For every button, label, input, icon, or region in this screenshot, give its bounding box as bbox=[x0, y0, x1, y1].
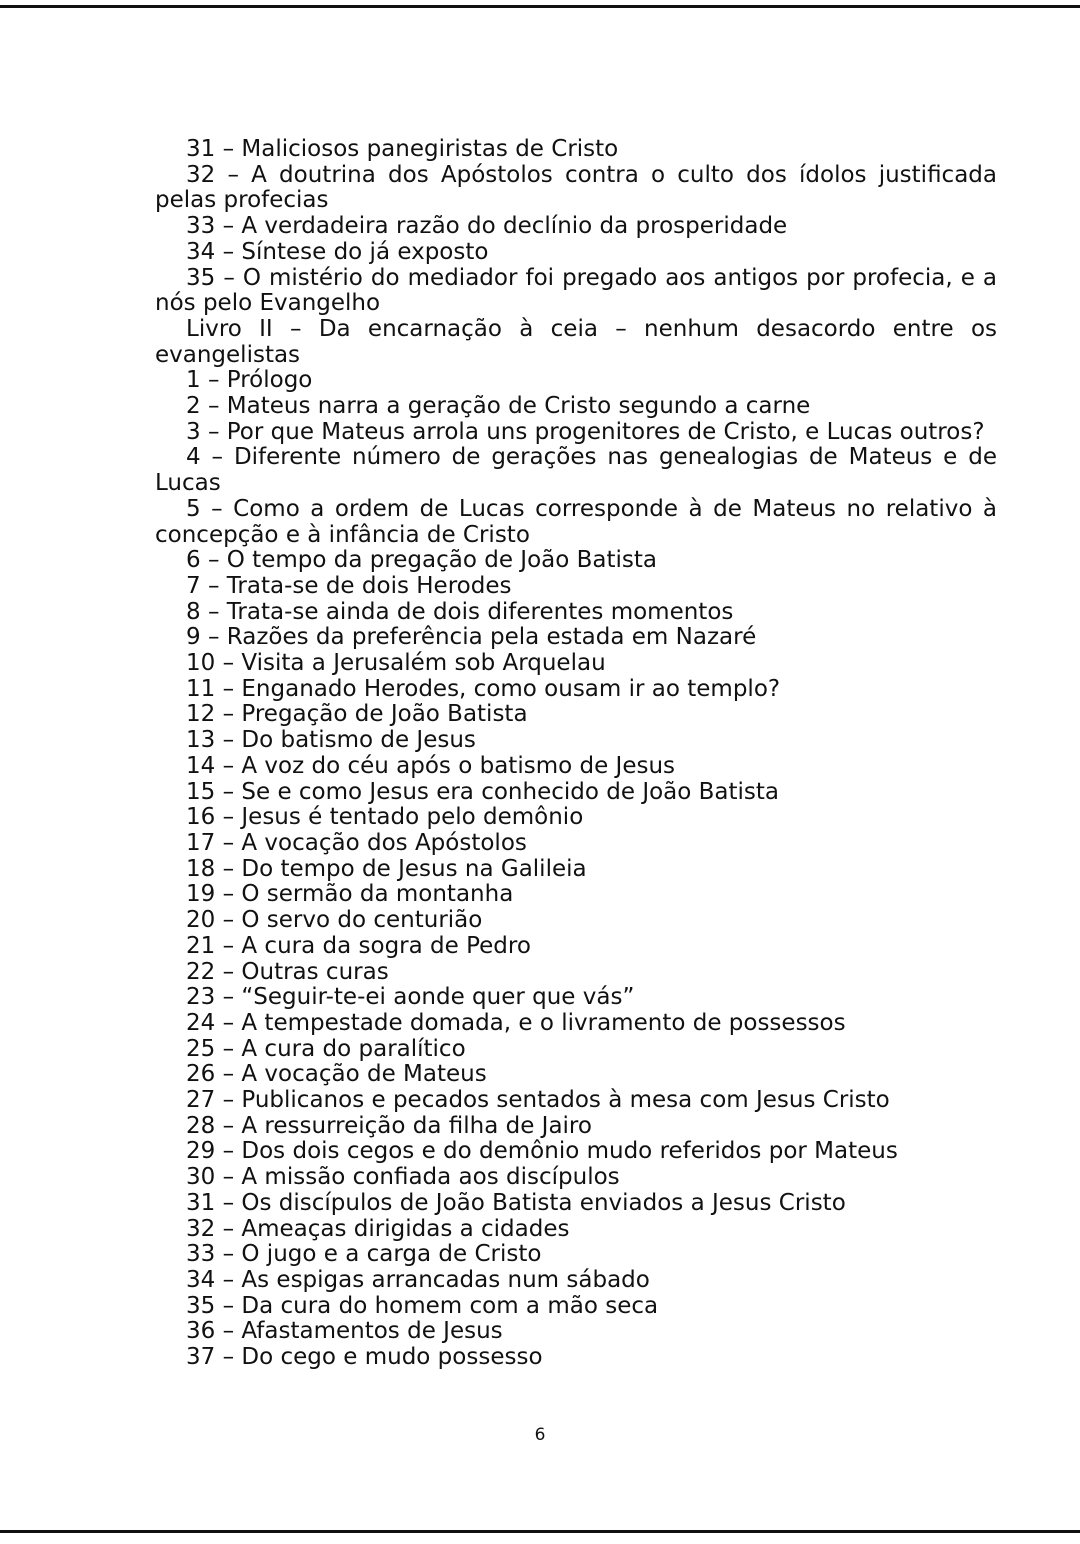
book-heading: Livro II – Da encarnação à ceia – nenhum desacordo entre os evangelistas bbox=[155, 315, 997, 368]
toc-entry: 35 – O mistério do mediador foi pregado aos antigos por profecia, e a nós pelo Evangelho bbox=[155, 264, 997, 317]
toc-entry: 24 – A tempestade domada, e o livramento de possessos bbox=[186, 1009, 846, 1036]
toc-entry: 28 – A ressurreição da filha de Jairo bbox=[186, 1112, 592, 1139]
toc-entry: 29 – Dos dois cegos e do demônio mudo referidos por Mateus bbox=[186, 1138, 898, 1165]
table-of-contents bbox=[155, 137, 997, 1371]
toc-entry: 35 – Da cura do homem com a mão seca bbox=[186, 1292, 659, 1319]
toc-entry: 2 – Mateus narra a geração de Cristo segundo a carne bbox=[186, 393, 811, 420]
toc-entry: 3 – Por que Mateus arrola uns progenitores de Cristo, e Lucas outros? bbox=[186, 418, 985, 445]
toc-entry: 22 – Outras curas bbox=[186, 958, 389, 985]
toc-entry: 11 – Enganado Herodes, como ousam ir ao templo? bbox=[186, 675, 781, 702]
toc-entry: 31 – Maliciosos panegiristas de Cristo bbox=[186, 136, 619, 162]
toc-entry: 13 – Do batismo de Jesus bbox=[186, 727, 476, 754]
toc-entry: 36 – Afastamentos de Jesus bbox=[186, 1318, 503, 1345]
top-rule bbox=[0, 5, 1080, 8]
toc-entry: 34 – Síntese do já exposto bbox=[186, 238, 489, 265]
toc-entry: 27 – Publicanos e pecados sentados à mesa com Jesus Cristo bbox=[186, 1087, 890, 1114]
toc-entry: 6 – O tempo da pregação de João Batista bbox=[186, 547, 658, 574]
toc-entry: 32 – A doutrina dos Apóstolos contra o culto dos ídolos justificada pelas profecias bbox=[155, 161, 997, 214]
toc-entry: 34 – As espigas arrancadas num sábado bbox=[186, 1266, 650, 1293]
bottom-rule bbox=[0, 1530, 1080, 1533]
toc-entry: 33 – A verdadeira razão do declínio da prosperidade bbox=[186, 213, 788, 240]
toc-entry: 16 – Jesus é tentado pelo demônio bbox=[186, 804, 584, 831]
toc-entry: 31 – Os discípulos de João Batista enviados a Jesus Cristo bbox=[186, 1189, 846, 1216]
page-number: 6 bbox=[534, 1425, 546, 1445]
toc-entry: 15 – Se e como Jesus era conhecido de João Batista bbox=[186, 778, 780, 805]
toc-entry: 23 – “Seguir-te-ei aonde quer que vás” bbox=[186, 984, 635, 1011]
toc-entry: 21 – A cura da sogra de Pedro bbox=[186, 932, 531, 959]
toc-entry: 1 – Prólogo bbox=[186, 367, 313, 394]
toc-entry: 10 – Visita a Jerusalém sob Arquelau bbox=[186, 650, 606, 677]
toc-entry: 30 – A missão confiada aos discípulos bbox=[186, 1164, 620, 1191]
toc-entry: 5 – Como a ordem de Lucas corresponde à de Mateus no relativo à concepção e à infância de Cristo bbox=[155, 495, 997, 548]
toc-entry: 32 – Ameaças dirigidas a cidades bbox=[186, 1215, 570, 1242]
toc-entry: 33 – O jugo e a carga de Cristo bbox=[186, 1241, 542, 1268]
toc-entry: 17 – A vocação dos Apóstolos bbox=[186, 829, 527, 856]
toc-entry: 14 – A voz do céu após o batismo de Jesus bbox=[186, 752, 676, 779]
toc-entry: 18 – Do tempo de Jesus na Galileia bbox=[186, 855, 587, 882]
toc-entry: 8 – Trata-se ainda de dois diferentes momentos bbox=[186, 598, 734, 625]
toc-entry: 19 – O sermão da montanha bbox=[186, 881, 514, 908]
toc-entry: 37 – Do cego e mudo possesso bbox=[186, 1344, 543, 1371]
toc-entry: 7 – Trata-se de dois Herodes bbox=[186, 572, 512, 599]
toc-entry: 9 – Razões da preferência pela estada em Nazaré bbox=[186, 624, 757, 651]
toc-entry: 26 – A vocação de Mateus bbox=[186, 1061, 487, 1088]
toc-entry: 4 – Diferente número de gerações nas genealogias de Mateus e de Lucas bbox=[155, 444, 997, 497]
toc-entry: 20 – O servo do centurião bbox=[186, 907, 483, 934]
toc-entry: 12 – Pregação de João Batista bbox=[186, 701, 528, 728]
toc-entry: 25 – A cura do paralítico bbox=[186, 1035, 466, 1062]
